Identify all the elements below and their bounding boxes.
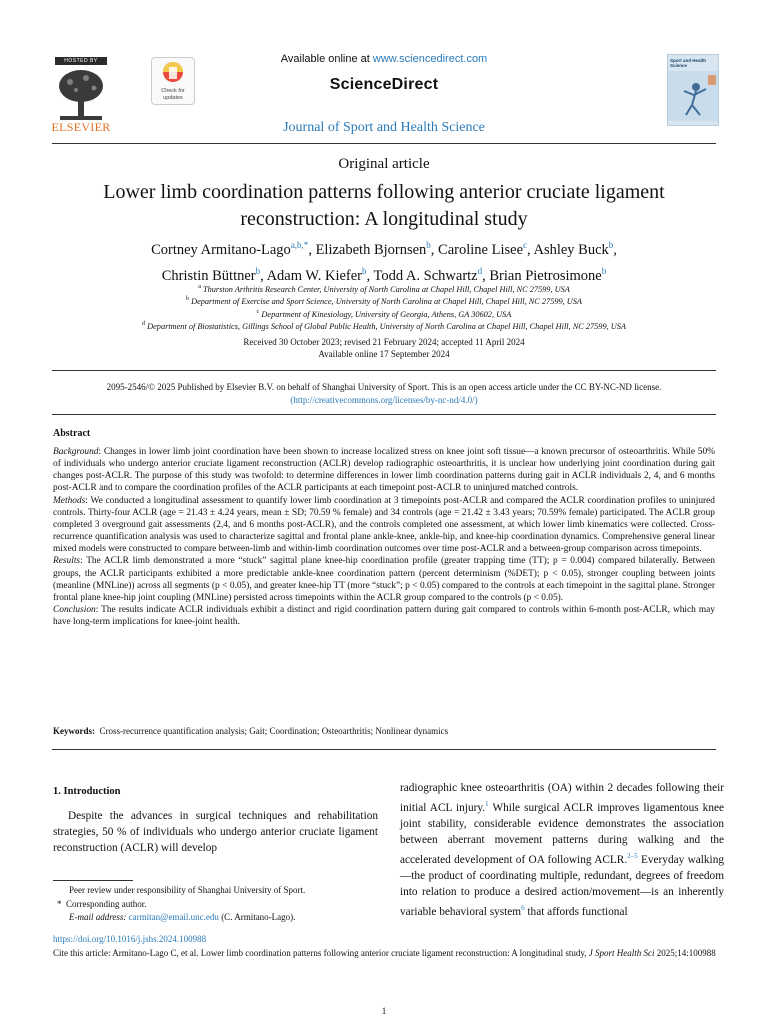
reference-link[interactable]: 1 bbox=[485, 800, 489, 808]
affiliation-letter: c bbox=[256, 309, 260, 315]
author-separator: , bbox=[613, 241, 617, 258]
conclusion-label: Conclusion bbox=[53, 605, 96, 616]
available-online-line bbox=[0, 53, 768, 65]
peer-review-note: Peer review under responsibility of Shanghai University of Sport. bbox=[69, 885, 306, 895]
intro-left-paragraph: Despite the advances in surgical techniques and rehabilitation strategies, 50 % of individuals who undergo anterior cruciate ligament reconstruction (ACLR) will develop bbox=[53, 810, 378, 854]
affiliation-text: Department of Exercise and Sport Science, University of North Carolina at Chapel Hill, Chapel Hill, NC 27599, USA bbox=[191, 296, 582, 306]
methods-label: Methods bbox=[53, 495, 86, 506]
abstract-background bbox=[53, 446, 715, 495]
author-separator: , bbox=[482, 267, 490, 284]
author-name[interactable]: Elizabeth Bjornsen bbox=[315, 241, 427, 258]
hosted-by-label: HOSTED BY bbox=[55, 57, 107, 65]
cover-title: Sport and Health Science bbox=[670, 58, 707, 68]
affiliation-line bbox=[40, 318, 728, 333]
author-separator: , bbox=[260, 267, 267, 284]
background-label: Background bbox=[53, 447, 99, 457]
author-affiliation-marker[interactable]: b bbox=[362, 265, 367, 276]
affiliation-letter: b bbox=[186, 296, 189, 302]
conclusion-text: : The results indicate ACLR individuals exhibit a distinct and rigid coordination pattern during gait compared to controls within 6-month post-ACLR, which may have long-term implications for knee-joint health. bbox=[53, 605, 715, 628]
author-affiliation-marker[interactable]: b bbox=[426, 240, 431, 250]
affiliation-text: Department of Biostatistics, Gillings School of Global Public Health, University of North Carolina at Chapel Hill, Chapel Hill, NC 27599, USA bbox=[147, 321, 626, 331]
abstract-methods bbox=[53, 495, 715, 556]
author-affiliation-marker[interactable]: a,b,* bbox=[290, 240, 309, 250]
results-label: Results bbox=[53, 556, 81, 567]
reference-link[interactable]: 2–5 bbox=[627, 851, 638, 860]
footnotes bbox=[53, 884, 383, 925]
author-name[interactable]: Caroline Lisee bbox=[438, 241, 524, 258]
header-rule bbox=[52, 143, 716, 144]
copyright-notice bbox=[52, 381, 716, 407]
intro-right-paragraph bbox=[400, 780, 724, 919]
email-label: E-mail address: bbox=[69, 912, 127, 922]
author-name[interactable]: Ashley Buck bbox=[533, 241, 609, 258]
abstract-heading: Abstract bbox=[53, 428, 91, 439]
author-name[interactable]: Adam W. Kiefer bbox=[266, 267, 363, 284]
affiliation-text: Thurston Arthritis Research Center, University of North Carolina at Chapel Hill, Chapel Hill, NC 27599, USA bbox=[202, 284, 570, 294]
keywords-text: Cross-recurrence quantification analysis; Gait; Coordination; Osteoarthritis; Nonlinear dynamics bbox=[99, 726, 449, 736]
email-link[interactable]: carmitan@email.unc.edu bbox=[128, 912, 219, 922]
email-note bbox=[53, 911, 383, 925]
available-prefix: Available online at bbox=[280, 53, 373, 65]
reference-link[interactable]: 6 bbox=[521, 903, 525, 912]
footnote-rule bbox=[53, 880, 133, 881]
author-name[interactable]: Todd A. Schwartz bbox=[373, 267, 478, 284]
abstract-conclusion bbox=[53, 604, 715, 628]
abstract-results bbox=[53, 555, 715, 604]
affiliation-text: Department of Kinesiology, University of Georgia, Athens, GA 30602, USA bbox=[261, 309, 512, 319]
license-link[interactable]: (http://creativecommons.org/licenses/by-nc-nd/4.0/) bbox=[290, 395, 478, 405]
elsevier-tree-logo bbox=[52, 66, 110, 124]
citation-line bbox=[53, 947, 725, 960]
abstract-body bbox=[53, 446, 715, 628]
author-name[interactable]: Christin Büttner bbox=[161, 267, 256, 284]
results-text: : The ACLR limb demonstrated a more “stuck” sagittal plane knee-hip coordination profile (greater trapping time (TT); p = 0.004) compared bilaterally. Between groups, the ACLR participants exhibited a more predictable ankle-knee coordination pattern (percent determinism (%DET); p < 0.05), stronger coupling between joints (meanline (MNLine)) across all segments (p < 0.05), and greater knee-hip TT (more “stuck”; p < 0.05) compared to the controls at each timepoint in the sagittal plane. Stronger frontal plane knee-hip joint coupling (MNLine) persisted across timepoints within the ACLR group compared to the controls (p < 0.05). bbox=[53, 556, 715, 603]
affiliation-letter: a bbox=[198, 284, 201, 290]
check-for-updates-label: Check for updates bbox=[161, 88, 185, 101]
author-name[interactable]: Cortney Armitano-Lago bbox=[151, 241, 291, 258]
author-affiliation-marker[interactable]: c bbox=[523, 240, 528, 250]
background-text: : Changes in lower limb joint coordination have been shown to increase localized stress on knee joint soft tissue—a known precursor of osteoarthritis. While 50% of individuals who undergo anterior cruciate ligament reconstruction (ACLR) develop radiographic osteoarthritis, it is unclear how underlying joint coordination during gait changes post-ACLR. The purpose of this study was twofold: to determine differences in lower limb coordination patterns during gait in ACLR individuals 2, 4, and 6 months post-ACLR and to compare the coordination profiles of the ACLR participants at each timepoint post-ACLR to uninjured matched controls. bbox=[53, 447, 715, 494]
intro-text: radiographic knee osteoarthritis (OA) within 2 decades following their initial ACL injury. bbox=[400, 782, 724, 814]
journal-cover-thumbnail bbox=[667, 54, 719, 126]
author-name[interactable]: Brian Pietrosimone bbox=[489, 267, 602, 284]
abstract-bottom-rule bbox=[52, 749, 716, 750]
intro-text: that affords functional bbox=[524, 905, 628, 918]
page-number: 1 bbox=[381, 1006, 387, 1016]
author-separator: , bbox=[308, 241, 316, 258]
cite-prefix: Cite this article: Armitano-Lago C, et al. Lower limb coordination patterns following anterior cruciate ligament reconstruction: A longitudinal study, bbox=[53, 948, 589, 958]
article-title: Lower limb coordination patterns following anterior cruciate ligament reconstruction: A longitudinal study bbox=[103, 181, 665, 230]
abstract-top-rule bbox=[52, 414, 716, 415]
author-affiliation-marker[interactable]: b bbox=[255, 265, 261, 276]
email-suffix: (C. Armitano-Lago). bbox=[218, 912, 296, 922]
sciencedirect-wordmark: ScienceDirect bbox=[329, 76, 439, 93]
intro-text: While surgical ACLR improves ligamentous knee joint stability, considerable evidence demonstrates the association between aberrant movement patterns during walking and the accelerated development of OA following ACLR. bbox=[400, 801, 724, 866]
corresponding-note bbox=[53, 898, 383, 912]
keywords-label: Keywords: bbox=[53, 726, 95, 736]
author-separator: , bbox=[430, 241, 439, 258]
intro-text: Everyday walking—the product of coordinating multiple, redundant, degrees of freedom into relation to produce a desired action/movement—is an inherently variable behavioral system bbox=[400, 853, 724, 918]
author-separator: , bbox=[527, 241, 534, 258]
copyright-text: 2095-2546/© 2025 Published by Elsevier B.V. on behalf of Shanghai University of Sport. This is an open access article under the CC BY-NC-ND license. bbox=[106, 382, 662, 392]
keywords-line bbox=[53, 726, 715, 736]
doi-link[interactable]: https://doi.org/10.1016/j.jshs.2024.100988 bbox=[53, 934, 207, 944]
elsevier-wordmark: ELSEVIER bbox=[51, 120, 111, 134]
title-rule bbox=[52, 370, 716, 371]
cover-figure-icon bbox=[668, 71, 718, 121]
author-affiliation-marker[interactable]: d bbox=[477, 265, 483, 276]
corresponding-marker: * bbox=[57, 898, 62, 909]
author-affiliation-marker[interactable]: b bbox=[608, 240, 614, 250]
author-affiliation-marker[interactable]: b bbox=[601, 265, 607, 276]
sciencedirect-link[interactable]: www.sciencedirect.com bbox=[372, 53, 488, 65]
available-online-date: Available online 17 September 2024 bbox=[318, 349, 450, 359]
corresponding-text: Corresponding author. bbox=[66, 898, 147, 909]
section-heading-introduction: 1. Introduction bbox=[53, 786, 121, 797]
cite-journal: J Sport Health Sci bbox=[588, 948, 655, 958]
author-separator: , bbox=[366, 267, 374, 284]
affiliation-letter: d bbox=[142, 321, 146, 327]
article-type: Original article bbox=[338, 156, 430, 172]
cite-suffix: 2025;14:100988 bbox=[654, 948, 716, 958]
author-list bbox=[60, 235, 708, 287]
methods-text: : We conducted a longitudinal assessment to quantify lower limb coordination at 3 timepoints post-ACLR and compared the ACLR coordination profiles to uninjured controls. Thirty-four ACLR (age = 21.43 ± 4.24 years, mean ± SD; 70.59 % female) and 34 controls (age = 21.42 ± 3.43 years; 70.59% female) participated. The ACLR group completed 3 overground gait assessments (2,4, and 6 months post-ACLR), and the controls completed one assessment, at which lower limb kinematics were collected. Cross-recurrence quantification analysis was used to characterize sagittal and frontal plane ankle-knee, ankle-hip, and knee-hip coordination dynamics. Comprehensive general linear mixed models were constructed to compare between-limb and within-limb coordination outcomes over time post-ACLR and a between-group comparison across timepoints. bbox=[53, 495, 715, 555]
journal-name[interactable]: Journal of Sport and Health Science bbox=[283, 120, 485, 135]
received-dates: Received 30 October 2023; revised 21 February 2024; accepted 11 April 2024 bbox=[243, 337, 525, 347]
